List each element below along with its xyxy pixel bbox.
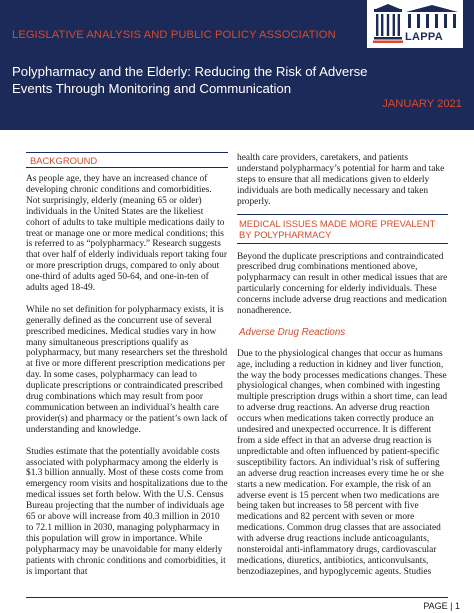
paragraph: health care providers, caretakers, and patients understand polypharmacy’s potential for harm and take steps to ensure that all medications given to elderly individuals are both medically necessary and taken properly. xyxy=(237,153,445,207)
right-column xyxy=(237,153,448,589)
left-column xyxy=(26,152,228,588)
footer-rule xyxy=(26,597,448,598)
paragraph: While no set definition for polypharmacy exists, it is generally defined as the concurrent use of several prescribed medicines. Medical studies vary in how many simultaneous prescriptions qualify as polypharmacy, but many researchers set the threshold at five or more different prescription medications per day. In some cases, polypharmacy can lead to duplicate prescriptions or contraindicated prescribed drug combinations which may result from poor communication between an individual’s health care provider(s) and pharmacy or the patient’s own lack of understanding and knowledge. xyxy=(26,304,228,435)
section-heading-medical-issues: MEDICAL ISSUES MADE MORE PREVALENT BY POLYPHARMACY xyxy=(237,214,448,244)
organization-name: LEGISLATIVE ANALYSIS AND PUBLIC POLICY ASSOCIATION xyxy=(12,29,336,41)
paragraph: Studies estimate that the potentially avoidable costs associated with polypharmacy among the elderly is $1.3 billion annually. Most of these costs come from emergency room visits and hospitalizations due to the medical issues set forth below. With the U.S. Census Bureau projecting that the number of individuals age 65 or above will increase from 40.3 million in 2010 to 72.1 million in 2030, managing polypharmacy in this population will grow in importance. While polypharmacy may be unavoidable for many elderly patients with chronic conditions and comorbidities, it is important that xyxy=(26,446,228,577)
capitol-building-icon xyxy=(373,3,403,45)
paragraph: Beyond the duplicate prescriptions and contraindicated prescribed drug combinations mentioned above, polypharmacy can result in other medical issues that are particularly concerning for elderly individuals. These concerns include adverse drug reactions and medication nonadherence. xyxy=(237,251,448,317)
subheading-adverse-drug-reactions: Adverse Drug Reactions xyxy=(239,326,346,338)
document-title: Polypharmacy and the Elderly: Reducing the Risk of Adverse Events Through Monitoring and Communication xyxy=(12,64,368,96)
logo-pillars-icon xyxy=(404,4,460,30)
paragraph: As people age, they have an increased chance of developing chronic conditions and comorbidities. Not surprisingly, elderly (meaning 65 or older) individuals in the United States are the likeliest cohort of adults to take multiple medications daily to treat or manage one or more medical conditions; this is referred to as “polypharmacy.” Research suggests that over half of elderly individuals report taking four or more prescription drugs, compared to only about one-third of adults aged 50-64, and one-in-ten of adults aged 18-49. xyxy=(26,174,227,294)
section-heading-background: BACKGROUND xyxy=(26,152,228,168)
page-number: PAGE | 1 xyxy=(423,601,460,611)
document-date: JANUARY 2021 xyxy=(382,98,462,110)
logo-text: LAPPA xyxy=(405,31,443,43)
lappa-logo xyxy=(367,0,463,48)
paragraph: Due to the physiological changes that occur as humans age, including a reduction in kidney and liver function, the way the body processes medications changes. These physiological changes, when combined with ingesting multiple prescription drugs within a short time, can lead to adverse drug reactions. An adverse drug reaction occurs when medications taken correctly produce an undesired and unexpected occurrence. It is different from a side effect in that an adverse drug reaction is unpredictable and often influenced by patient-specific susceptibility factors. An individual’s risk of suffering an adverse drug reaction increases every time he or she starts a new medication. For example, the risk of an adverse event is 15 percent when two medications are being taken but increases to 58 percent with five medications and 82 percent with seven or more medications. Common drug classes that are associated with adverse drug reactions include anticoagulants, nonsteroidal anti-inflammatory drugs, cardiovascular medications, diuretics, antibiotics, anticonvulsants, benzodiazepines, and hypoglycemic agents. Studies xyxy=(237,348,448,577)
